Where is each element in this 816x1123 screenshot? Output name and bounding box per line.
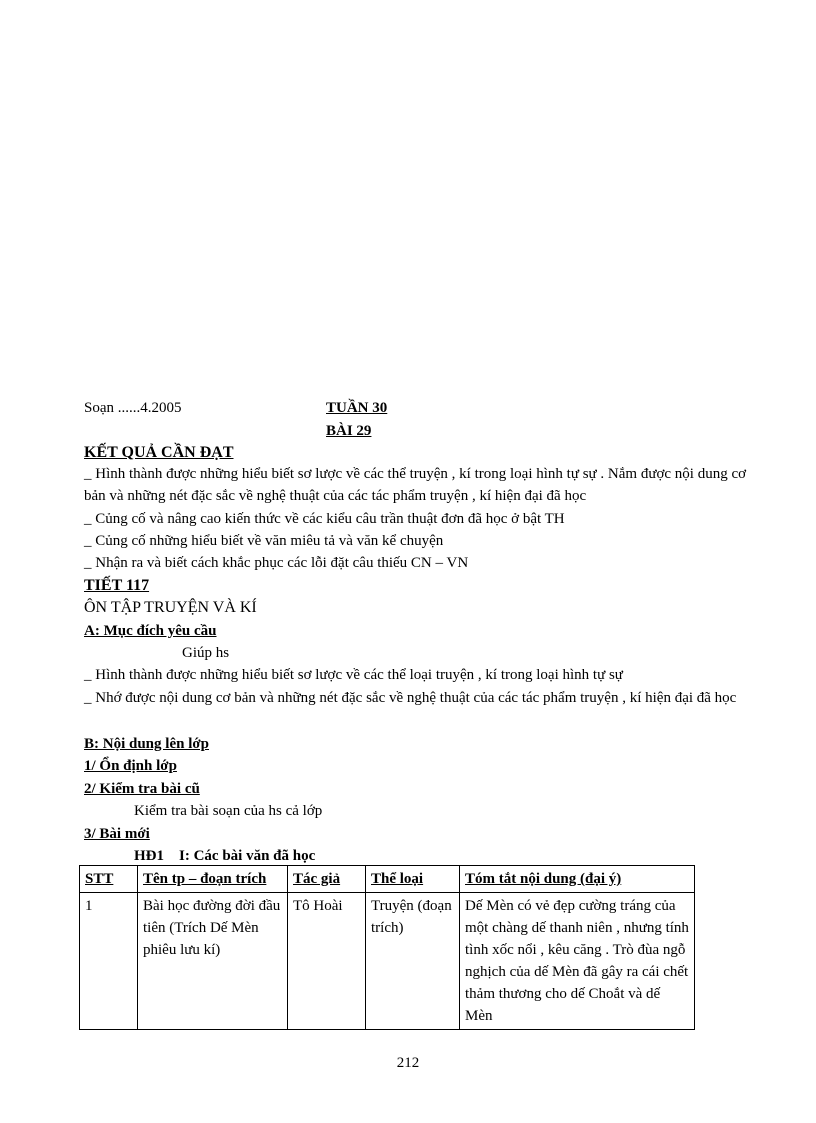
period-label: TIẾT 117 [84, 577, 150, 594]
week-label: TUẦN 30 [326, 400, 388, 416]
section-b-title: B: Nội dung lên lớp [84, 736, 210, 752]
results-item-3: _ Củng cố những hiểu biết về văn miêu tả và văn kể chuyện [84, 533, 444, 549]
results-title: KẾT QUẢ CẦN ĐẠT [84, 444, 234, 461]
section-a-item-1: _ Hình thành được những hiểu biết sơ lược về các thể loại truyện , kí trong loại hình tự sự [84, 667, 623, 683]
page-number: 212 [396, 1055, 420, 1071]
step-1: 1/ Ổn định lớp [84, 758, 177, 774]
results-item-1: _ Hình thành được những hiểu biết sơ lược về các thể truyện , kí trong loại hình tự sự . Nắm được nội dung cơ bản và những nét đặc sắc về nghệ thuật của các tác phẩm truyện , kí hiện đại đã học [84, 466, 747, 504]
step-3: 3/ Bài mới [84, 826, 150, 842]
cell-name: Bài học đường đời đầu tiên (Trích Dế Mèn phiêu lưu kí) [138, 893, 288, 1030]
results-item-2: _ Củng cố và nâng cao kiến thức về các kiểu câu trần thuật đơn đã học ở bật TH [84, 511, 565, 527]
step-2: 2/ Kiểm tra bài cũ [84, 781, 200, 797]
activity-heading: HĐ1 I: Các bài văn đã học [134, 848, 316, 864]
section-a-title: A: Mục đích yêu cầu [84, 623, 217, 639]
date-line: Soạn ......4.2005 [84, 400, 182, 416]
cell-author: Tô Hoài [288, 893, 366, 1030]
table-row [80, 893, 695, 1030]
step-2-text: Kiểm tra bài soạn của hs cả lớp [134, 803, 323, 819]
col-header-stt: STT [80, 866, 138, 893]
table-header-row [80, 866, 695, 893]
col-header-name: Tên tp – đoạn trích [138, 866, 288, 893]
col-header-summary: Tóm tắt nội dung (đại ý) [460, 866, 695, 893]
section-a-item-2: _ Nhớ được nội dung cơ bản và những nét đặc sắc về nghệ thuật của các tác phẩm truyện , kí hiện đại đã học [84, 690, 737, 706]
col-header-author: Tác giả [288, 866, 366, 893]
section-a-intro: Giúp hs [182, 645, 230, 661]
cell-genre: Truyện (đoạn trích) [366, 893, 460, 1030]
period-title: ÔN TẬP TRUYỆN VÀ KÍ [84, 599, 257, 616]
cell-summary: Dế Mèn có vẻ đẹp cường tráng của một chàng dế thanh niên , nhưng tính tình xốc nổi , kêu căng . Trò đùa ngỗ nghịch của dế Mèn đã gây ra cái chết thảm thương cho dế Choắt và dế Mèn [460, 893, 695, 1030]
lesson-label: BÀI 29 [326, 423, 372, 439]
cell-stt: 1 [80, 893, 138, 1030]
col-header-genre: Thể loại [366, 866, 460, 893]
summary-table [79, 865, 695, 1030]
results-item-4: _ Nhận ra và biết cách khắc phục các lỗi đặt câu thiếu CN – VN [84, 555, 469, 571]
